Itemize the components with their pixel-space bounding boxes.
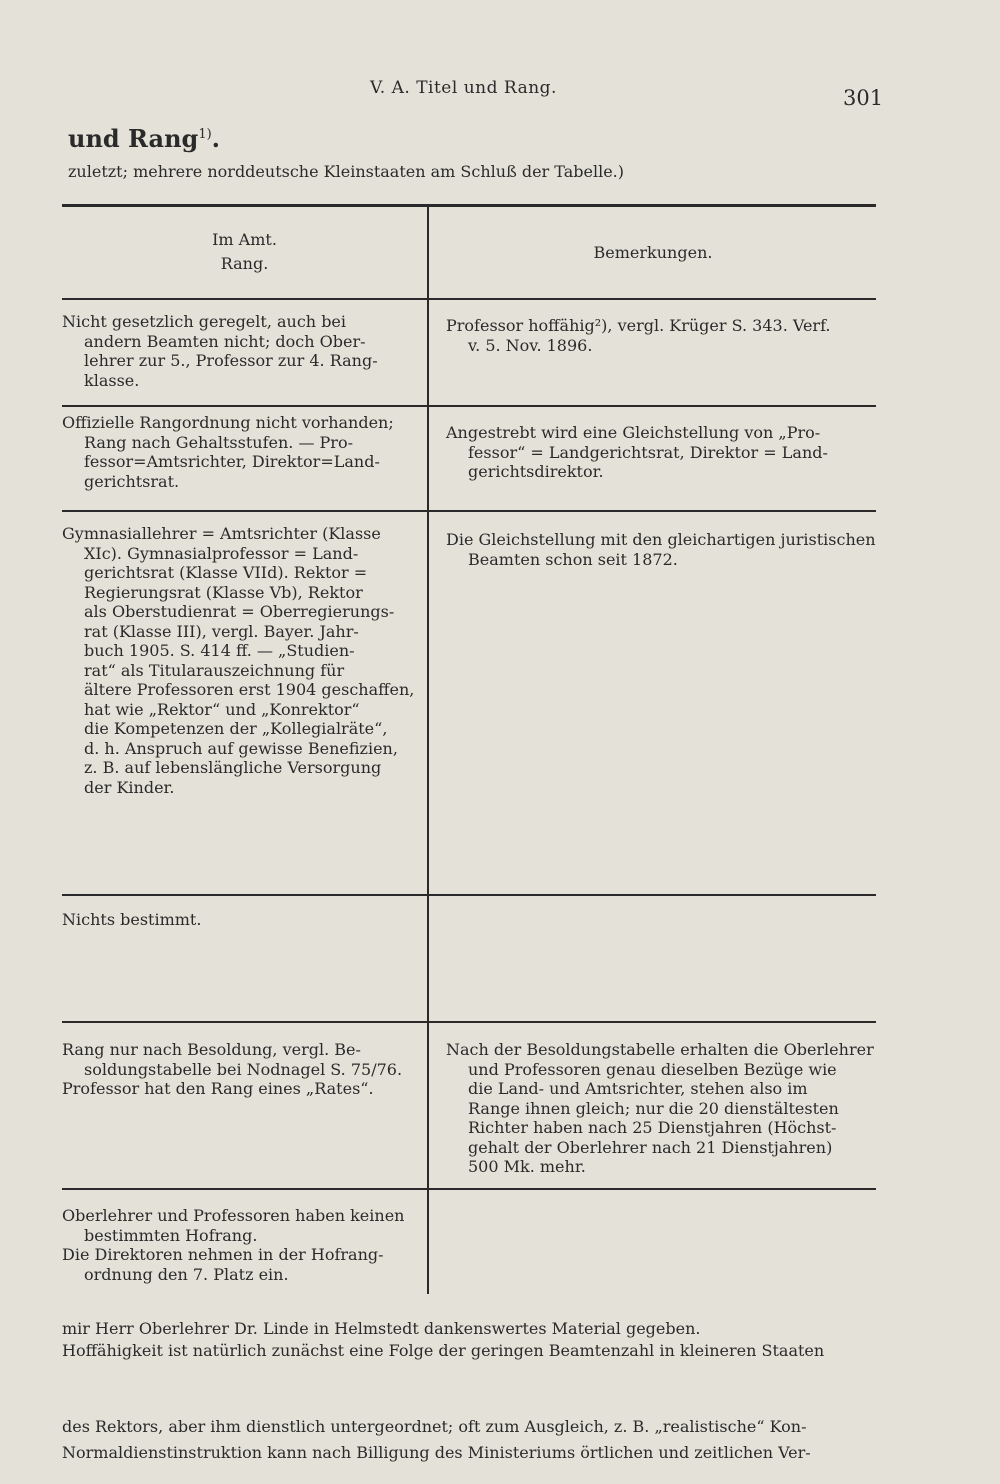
cell-line: Rang nach Gehaltsstufen. — Pro-	[84, 432, 353, 452]
cell-line: Range ihnen gleich; nur die 20 dienstältesten	[468, 1098, 839, 1118]
cell-line: Rang nur nach Besoldung, vergl. Be-	[62, 1040, 361, 1059]
cell-line: buch 1905. S. 414 ff. — „Studien-	[84, 641, 355, 660]
footnote-line: mir Herr Oberlehrer Dr. Linde in Helmstedt dankenswertes Material gegeben.	[62, 1319, 701, 1338]
cell-line: gerichtsrat.	[84, 471, 180, 491]
cell-line: Die Gleichstellung mit den gleichartigen juristischen	[446, 530, 876, 549]
column-header-rank-line2: Rang.	[220, 254, 269, 273]
cell-line: v. 5. Nov. 1896.	[468, 335, 593, 355]
table-row-1-remarks	[446, 316, 876, 355]
column-header-rank-line1: Im Amt.	[212, 230, 277, 249]
cell-line: als Oberstudienrat = Oberregierungs-	[84, 602, 395, 621]
table-row-5-rank	[62, 1040, 416, 1099]
row-rule	[62, 405, 876, 407]
section-subtitle: zuletzt; mehrere norddeutsche Kleinstaaten am Schluß der Tabelle.)	[68, 162, 624, 181]
cell-line: Offizielle Rangordnung nicht vorhanden;	[62, 413, 394, 432]
footnote-line: Normaldienstinstruktion kann nach Billigung des Ministeriums örtlichen und zeitlichen Ver-	[62, 1443, 811, 1462]
cell-line: Beamten schon seit 1872.	[468, 549, 678, 569]
cell-line: fessor=Amtsrichter, Direktor=Land-	[84, 452, 380, 471]
cell-line: die Land- und Amtsrichter, stehen also im	[468, 1079, 808, 1098]
cell-line: Angestrebt wird eine Gleichstellung von „Pro-	[446, 423, 821, 442]
cell-line: die Kompetenzen der „Kollegialräte“,	[84, 719, 388, 738]
cell-line: rat“ als Titularauszeichnung für	[84, 660, 345, 680]
cell-line: 500 Mk. mehr.	[468, 1157, 586, 1176]
footnote-line: des Rektors, aber ihm dienstlich untergeordnet; oft zum Ausgleich, z. B. „realistische“ Kon-	[62, 1417, 807, 1436]
table-top-rule	[62, 204, 876, 207]
cell-line: lehrer zur 5., Professor zur 4. Rang-	[84, 351, 378, 370]
page-number: 301	[843, 86, 884, 110]
section-heading-end: .	[211, 124, 221, 153]
cell-line: ältere Professoren erst 1904 geschaffen,	[84, 680, 415, 699]
cell-line: Richter haben nach 25 Dienstjahren (Höchst-	[468, 1118, 837, 1137]
cell-line: hat wie „Rektor“ und „Konrektor“	[84, 699, 360, 719]
cell-line: klasse.	[84, 370, 140, 390]
cell-line: und Professoren genau dieselben Bezüge wie	[468, 1059, 837, 1079]
cell-line: Regierungsrat (Klasse Vb), Rektor	[84, 582, 363, 602]
column-header-remarks: Bemerkungen.	[593, 243, 713, 262]
cell-line: Nach der Besoldungstabelle erhalten die Oberlehrer	[446, 1040, 874, 1059]
cell-line: ordnung den 7. Platz ein.	[84, 1264, 289, 1284]
table-row-1-rank	[62, 312, 416, 390]
cell-line: Professor hat den Rang eines „Rates“.	[62, 1079, 374, 1098]
cell-line: fessor“ = Landgerichtsrat, Direktor = Land-	[468, 442, 828, 462]
row-rule	[62, 1021, 876, 1023]
cell-line: bestimmten Hofrang.	[84, 1225, 258, 1245]
cell-line: andern Beamten nicht; doch Ober-	[84, 331, 366, 351]
cell-line: XIc). Gymnasialprofessor = Land-	[84, 543, 359, 563]
row-rule	[62, 510, 876, 512]
running-header: V. A. Titel und Rang.	[370, 78, 557, 98]
row-rule	[62, 894, 876, 896]
table-row-2-rank	[62, 413, 416, 491]
section-heading-text: und Rang	[68, 124, 199, 153]
table-row-4-rank	[62, 910, 416, 930]
cell-line: Nicht gesetzlich geregelt, auch bei	[62, 312, 347, 331]
cell-line: gerichtsdirektor.	[468, 462, 604, 481]
cell-line: Gymnasiallehrer = Amtsrichter (Klasse	[62, 524, 381, 543]
table-row-3-rank	[62, 524, 416, 797]
cell-line: z. B. auf lebenslängliche Versorgung	[84, 758, 382, 777]
footnote-line: Hoffähigkeit ist natürlich zunächst eine Folge der geringen Beamtenzahl in kleineren Staaten	[62, 1341, 825, 1360]
table-header-rule	[62, 298, 876, 300]
cell-line: Oberlehrer und Professoren haben keinen	[62, 1206, 405, 1225]
cell-line: Nichts bestimmt.	[62, 910, 202, 929]
cell-line: gehalt der Oberlehrer nach 21 Dienstjahren)	[468, 1137, 833, 1157]
table-row-6-rank	[62, 1206, 416, 1284]
cell-line: d. h. Anspruch auf gewisse Benefizien,	[84, 738, 398, 758]
section-heading	[68, 124, 220, 153]
cell-line: gerichtsrat (Klasse VIId). Rektor =	[84, 563, 368, 582]
footnote-mark: 1)	[198, 127, 212, 142]
cell-line: Die Direktoren nehmen in der Hofrang-	[62, 1245, 384, 1264]
table-row-2-remarks	[446, 423, 876, 482]
cell-line: soldungstabelle bei Nodnagel S. 75/76.	[84, 1059, 403, 1079]
table-row-3-remarks	[446, 530, 876, 569]
column-header-rank	[62, 228, 427, 276]
cell-line: rat (Klasse III), vergl. Bayer. Jahr-	[84, 621, 359, 641]
row-rule	[62, 1188, 876, 1190]
cell-line: der Kinder.	[84, 777, 175, 797]
table-column-divider	[427, 206, 429, 1294]
table-row-5-remarks	[446, 1040, 876, 1177]
cell-line: Professor hoffähig²), vergl. Krüger S. 343. Verf.	[446, 316, 831, 335]
